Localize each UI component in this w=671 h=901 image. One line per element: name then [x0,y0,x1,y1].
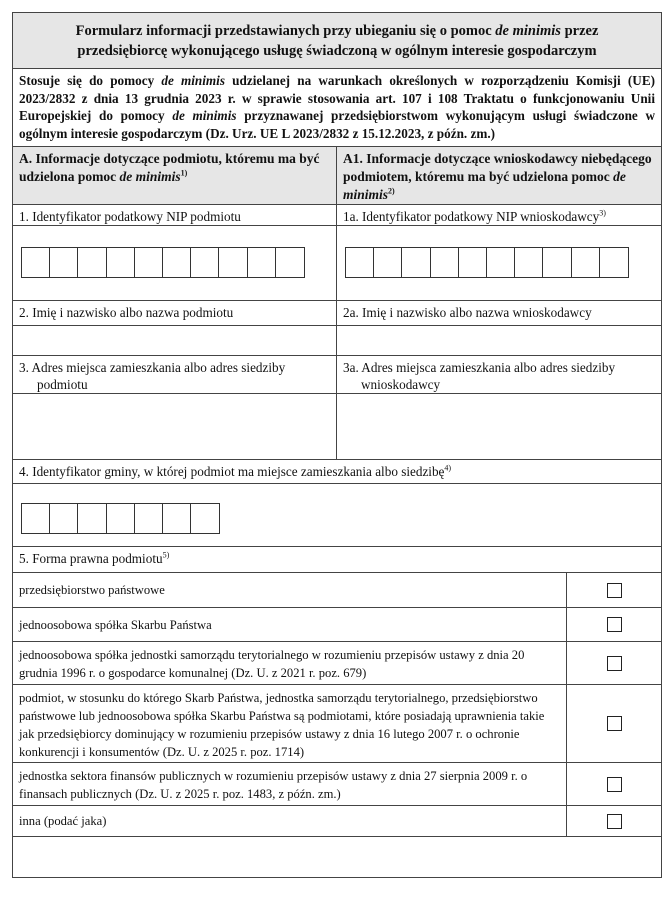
digit-box[interactable] [50,248,78,277]
digit-box[interactable] [543,248,571,277]
address-applicant-label-line1: 3a. Adres miejsca zamieszkania albo adres siedziby [343,360,616,375]
legal-form-option-label: inna (podać jaka) [13,806,567,836]
scope-em2: de minimis [172,108,237,123]
digit-box[interactable] [22,248,50,277]
digit-box[interactable] [346,248,374,277]
scope-note [13,69,661,147]
legal-form-option-label: podmiot, w stosunku do którego Skarb Państwa, jednostka samorządu terytorialnego, przedsiębiorstwo państwowe lub jednoosobowa spółka Skarbu Państwa są podmiotami, które posiadają uprawnienia takie jak przedsiębiorcy dominujący w rozumieniu przepisów ustawy z dnia 16 lutego 2007 r. o ochronie konkurencji i konsumentów (Dz. U. z 2025 r. poz. 1714) [13,685,567,762]
digit-box[interactable] [163,504,191,533]
digit-box[interactable] [600,248,628,277]
address-label-line2: podmiotu [37,377,88,392]
gmina-input-row [13,484,661,547]
digit-box[interactable] [191,504,219,533]
section-a1-header [337,147,661,204]
name-applicant-field[interactable] [337,326,661,355]
digit-box[interactable] [572,248,600,277]
legal-form-option-label: jednostka sektora finansów publicznych w rozumieniu przepisów ustawy z dnia 27 sierpnia 2009 r. o finansach publicznych (Dz. U. z 2025 r. poz. 1483, z późn. zm.) [13,763,567,805]
digit-box[interactable] [135,504,163,533]
de-minimis-form [12,12,662,878]
scope-part1: Stosuje się do pomocy [19,73,162,88]
address-labels-row [13,356,661,394]
digit-box[interactable] [78,248,106,277]
nip-applicant-footnote: 3) [599,208,606,218]
digit-box[interactable] [459,248,487,277]
gmina-label [13,460,661,484]
legal-form-checkbox[interactable] [607,617,622,632]
digit-box[interactable] [515,248,543,277]
digit-box[interactable] [402,248,430,277]
section-a1-text: A1. Informacje dotyczące wnioskodawcy niebędącego podmiotem, któremu ma być udzielona pomoc [343,151,652,184]
digit-box[interactable] [135,248,163,277]
digit-box[interactable] [163,248,191,277]
digit-box[interactable] [107,248,135,277]
nip-input[interactable] [21,247,305,278]
section-a1-em: de minimis [343,169,626,202]
gmina-input[interactable] [21,503,220,534]
legal-form-footnote: 5) [162,550,170,560]
legal-form-checkbox[interactable] [607,583,622,598]
digit-box[interactable] [22,504,50,533]
section-headers [13,147,661,205]
digit-box[interactable] [78,504,106,533]
legal-form-label [13,547,661,573]
nip-inputs-row [13,226,661,301]
digit-box[interactable] [50,504,78,533]
form-title-line2: przedsiębiorcę wykonującego usługę świadczoną w ogólnym interesie gospodarczym [77,42,597,59]
address-label-line1: 3. Adres miejsca zamieszkania albo adres siedziby [19,360,286,375]
digit-box[interactable] [219,248,247,277]
gmina-footnote: 4) [444,463,452,473]
digit-box[interactable] [191,248,219,277]
nip-cell [13,226,337,300]
digit-box[interactable] [431,248,459,277]
name-label: 2. Imię i nazwisko albo nazwa podmiotu [13,301,337,325]
legal-form-option [13,685,661,763]
legal-form-option [13,642,661,685]
nip-applicant-label [337,205,661,225]
name-field[interactable] [13,326,337,355]
section-a1-footnote: 2) [388,186,395,196]
scope-part2: udzielanej na warunkach określonych w rozporządzeniu Komisji (UE) 2023/2832 z dnia 13 grudnia 2023 r. w sprawie stosowania art. 107 i 108 Traktatu o funkcjonowaniu Unii Europejskiej do pomocy [19,73,656,123]
scope-em1: de minimis [161,73,225,88]
legal-form-option [13,806,661,837]
legal-form-option [13,763,661,806]
form-title-line1-post: przez [560,22,599,39]
address-label [13,356,337,393]
address-field[interactable] [13,394,337,459]
section-a-em: de minimis [119,169,181,184]
form-title-line1-em: de minimis [495,22,561,39]
address-applicant-field[interactable] [337,394,661,459]
nip-applicant-input[interactable] [345,247,629,278]
name-inputs-row [13,326,661,356]
digit-box[interactable] [374,248,402,277]
legal-form-checkbox[interactable] [607,656,622,671]
name-labels-row [13,301,661,326]
name-applicant-label: 2a. Imię i nazwisko albo nazwa wnioskodawcy [343,305,592,320]
legal-form-label-text: 5. Forma prawna podmiotu [19,551,163,566]
nip-label: 1. Identyfikator podatkowy NIP podmiotu [13,205,337,225]
nip-labels-row [13,205,661,226]
legal-form-option [13,573,661,608]
section-a-text: A. Informacje dotyczące podmiotu, któremu ma być udzielona pomoc [19,151,320,184]
address-inputs-row [13,394,661,460]
digit-box[interactable] [276,248,304,277]
address-applicant-label-line2: wnioskodawcy [361,377,441,392]
digit-box[interactable] [107,504,135,533]
section-a-header [13,147,337,204]
gmina-label-text: 4. Identyfikator gminy, w której podmiot ma miejsce zamieszkania albo siedzibę [19,464,445,479]
legal-form-checkbox[interactable] [607,716,622,731]
legal-form-checkbox[interactable] [607,777,622,792]
digit-box[interactable] [487,248,515,277]
nip-applicant-cell [337,226,661,300]
address-applicant-label [337,356,661,393]
digit-box[interactable] [248,248,276,277]
form-title-line1-pre: Formularz informacji przedstawianych przy ubieganiu się o pomoc [75,22,496,39]
legal-form-option-label: jednoosobowa spółka jednostki samorządu terytorialnego w rozumieniu przepisów ustawy z dnia 20 grudnia 1996 r. o gospodarce komunalnej (Dz. U. z 2021 r. poz. 679) [13,642,567,684]
form-title [13,13,661,69]
nip-applicant-label-text: 1a. Identyfikator podatkowy NIP wnioskodawcy [343,209,600,224]
legal-form-checkbox[interactable] [607,814,622,829]
other-form-field[interactable] [13,837,661,877]
legal-form-option-label: przedsiębiorstwo państwowe [13,573,567,607]
legal-form-option-label: jednoosobowa spółka Skarbu Państwa [13,608,567,641]
scope-part3: przyznawanej przedsiębiorstwom wykonującym usługi świadczone w ogólnym interesie gospodarczym (Dz. Urz. UE L 2023/2832 z 15.12.2023, z późn. zm.) [19,108,655,141]
legal-form-option [13,608,661,642]
section-a-footnote: 1) [180,168,188,178]
